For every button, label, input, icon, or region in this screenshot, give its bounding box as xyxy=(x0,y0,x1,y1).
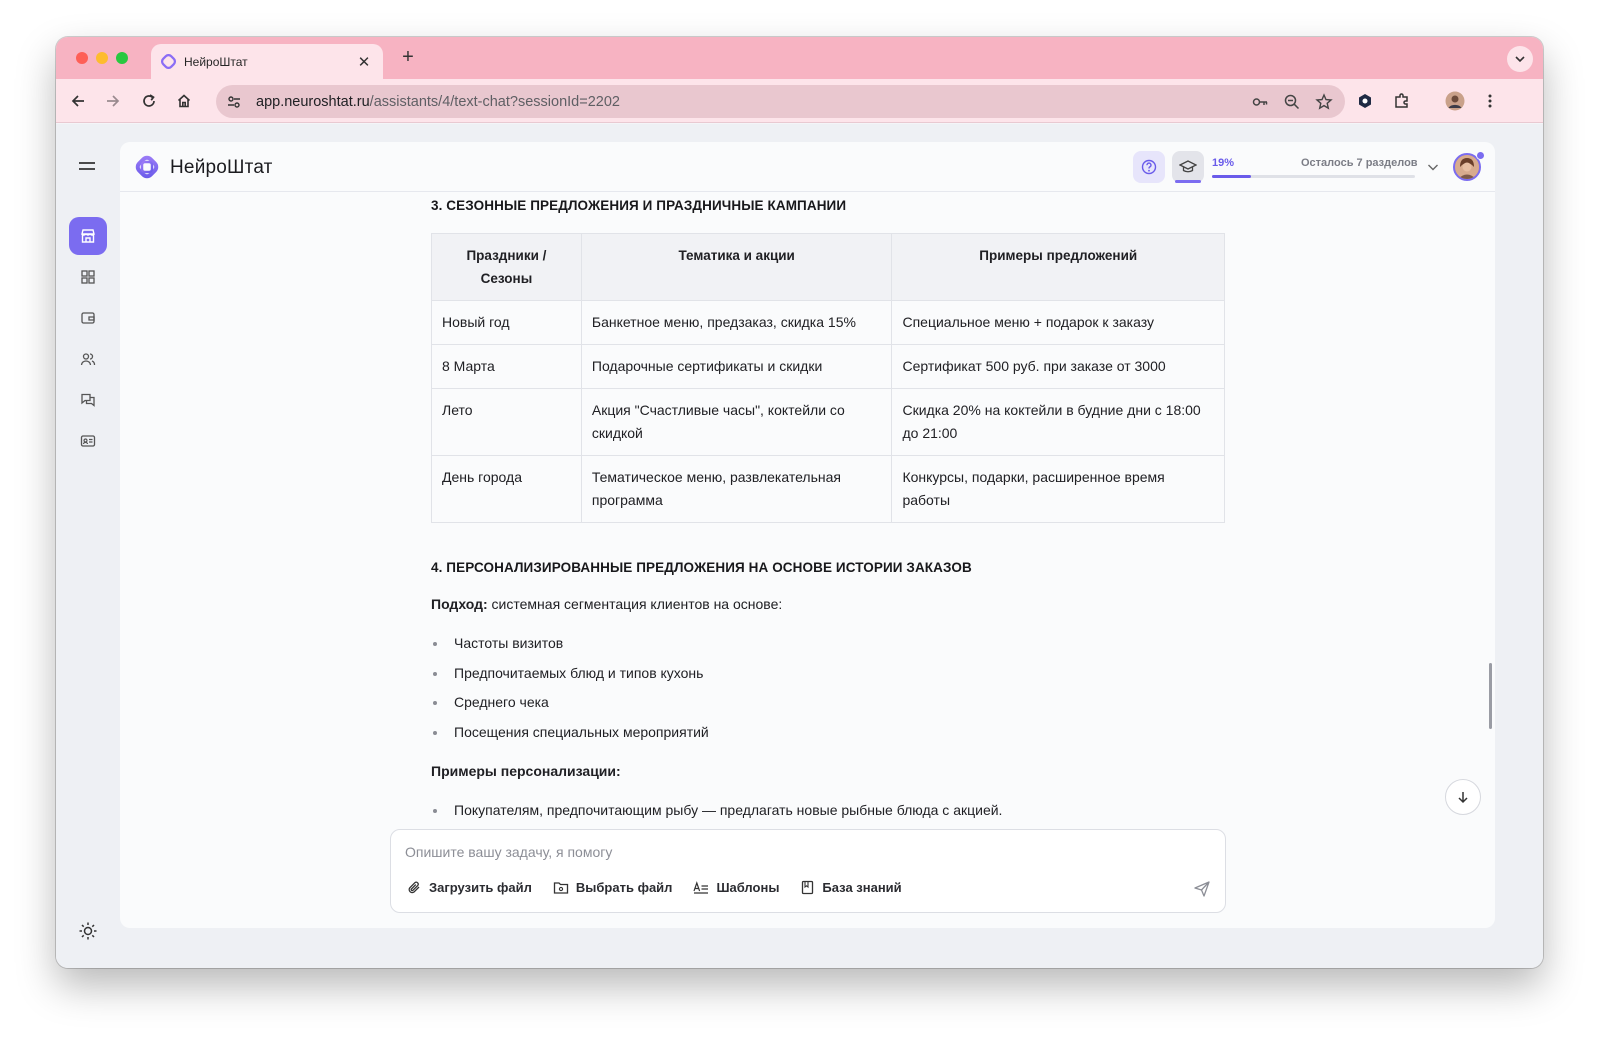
close-window-button[interactable] xyxy=(76,52,88,64)
url-text xyxy=(256,94,1251,110)
chevron-down-icon xyxy=(1514,53,1526,65)
table-cell: Банкетное меню, предзаказ, скидка 15% xyxy=(581,301,892,345)
tab-search-button[interactable] xyxy=(1507,46,1533,72)
minimize-window-button[interactable] xyxy=(96,52,108,64)
examples-label: Примеры персонализации: xyxy=(431,762,621,779)
rail-item-profile-card[interactable] xyxy=(69,422,107,460)
knowledge-base-button[interactable] xyxy=(800,880,901,895)
neuroshtat-logo-icon xyxy=(134,154,160,180)
message-composer xyxy=(390,829,1226,913)
profile-button[interactable] xyxy=(1443,89,1467,113)
choose-file-button[interactable] xyxy=(553,880,673,895)
approach-label: Подход: xyxy=(431,596,488,612)
table-cell: 8 Марта xyxy=(432,345,582,389)
table-cell: Подарочные сертификаты и скидки xyxy=(581,345,892,389)
extension-hex-icon xyxy=(1357,93,1373,109)
hamburger-icon xyxy=(76,159,98,173)
table-header-row xyxy=(432,234,1225,301)
onboarding-progress-bar xyxy=(1212,175,1415,178)
section-3-title: 3. СЕЗОННЫЕ ПРЕДЛОЖЕНИЯ И ПРАЗДНИЧНЫЕ КАМПАНИИ xyxy=(431,198,847,213)
table-cell: Тематическое меню, развлекательная программа xyxy=(581,456,892,523)
rail-item-dashboard[interactable] xyxy=(69,258,107,296)
id-card-icon xyxy=(80,433,96,449)
section-4-title: 4. ПЕРСОНАЛИЗИРОВАННЫЕ ПРЕДЛОЖЕНИЯ НА ОСНОВЕ ИСТОРИИ ЗАКАЗОВ xyxy=(431,560,972,575)
folder-icon xyxy=(553,880,569,895)
list-item: Частоты визитов xyxy=(431,633,1231,653)
help-circle-icon xyxy=(1141,159,1157,175)
store-icon xyxy=(79,227,97,245)
wallet-icon xyxy=(80,310,96,326)
site-info-button[interactable] xyxy=(220,88,248,116)
app-area xyxy=(56,124,1543,968)
book-icon xyxy=(800,880,815,895)
tab-close-icon[interactable]: ✕ xyxy=(357,53,371,71)
list-item: Покупателям, предпочитающим рыбу — предлагать новые рыбные блюда с акцией. xyxy=(431,800,1231,820)
progress-bar-fill xyxy=(1212,175,1251,178)
progress-expand-button[interactable] xyxy=(1427,159,1439,177)
table-cell: День города xyxy=(432,456,582,523)
table-cell: Скидка 20% на коктейли в будние дни с 18:00 до 21:00 xyxy=(892,389,1225,456)
extension-button[interactable] xyxy=(1353,89,1377,113)
brand-name: НейроШтат xyxy=(170,157,273,178)
graduation-cap-icon xyxy=(1179,159,1197,175)
scroll-to-bottom-button[interactable] xyxy=(1445,779,1481,815)
password-key-icon[interactable] xyxy=(1251,93,1269,111)
table-row xyxy=(432,456,1225,523)
url-host: app.neuroshtat.ru xyxy=(256,93,370,110)
list-item: Посещения специальных мероприятий xyxy=(431,722,1231,742)
notification-dot xyxy=(1476,151,1485,160)
zoom-icon[interactable] xyxy=(1283,93,1301,111)
paperclip-icon xyxy=(407,880,422,895)
upload-file-button[interactable] xyxy=(407,880,532,895)
composer-actions xyxy=(407,880,902,895)
list-item: Предпочитаемых блюд и типов кухонь xyxy=(431,663,1231,683)
browser-window xyxy=(56,37,1543,968)
table-row xyxy=(432,345,1225,389)
knowledge-base-label: База знаний xyxy=(822,880,902,895)
theme-toggle-button[interactable] xyxy=(78,921,98,946)
learning-button[interactable] xyxy=(1172,151,1204,183)
main-panel xyxy=(120,142,1495,928)
tab-strip xyxy=(56,37,1543,79)
url-path: /assistants/4/text-chat?sessionId=2202 xyxy=(369,93,620,110)
puzzle-icon xyxy=(1393,92,1411,110)
table-cell: Лето xyxy=(432,389,582,456)
approach-paragraph xyxy=(431,594,1231,614)
rail-item-assistants[interactable] xyxy=(69,217,107,255)
more-vertical-icon xyxy=(1482,93,1498,109)
table-row xyxy=(432,389,1225,456)
upload-file-label: Загрузить файл xyxy=(429,880,532,895)
message-input[interactable] xyxy=(405,844,1165,860)
table-cell: Конкурсы, подарки, расширенное время работы xyxy=(892,456,1225,523)
scrollbar-thumb[interactable] xyxy=(1489,663,1492,729)
side-rail xyxy=(56,124,120,968)
profile-avatar-icon xyxy=(1445,91,1465,111)
list-item: Среднего чека xyxy=(431,692,1231,712)
seasonal-offers-table xyxy=(431,233,1225,523)
help-button[interactable] xyxy=(1133,151,1165,183)
assistant-message xyxy=(431,198,1231,829)
rail-item-wallet[interactable] xyxy=(69,299,107,337)
send-icon xyxy=(1193,880,1211,898)
arrow-right-icon xyxy=(105,93,121,109)
table-header: Примеры предложений xyxy=(892,234,1225,301)
reload-button[interactable] xyxy=(137,89,161,113)
table-cell: Акция "Счастливые часы", коктейли со скидкой xyxy=(581,389,892,456)
segments-list xyxy=(431,633,1231,742)
templates-label: Шаблоны xyxy=(716,880,780,895)
templates-button[interactable] xyxy=(693,880,779,895)
address-bar[interactable] xyxy=(216,85,1345,118)
forward-button[interactable] xyxy=(101,89,125,113)
examples-list xyxy=(431,800,1231,820)
sun-icon xyxy=(78,921,98,941)
table-cell: Специальное меню + подарок к заказу xyxy=(892,301,1225,345)
table-cell: Новый год xyxy=(432,301,582,345)
reload-icon xyxy=(141,93,157,109)
approach-text: системная сегментация клиентов на основе: xyxy=(487,596,783,612)
user-photo-icon xyxy=(1455,155,1479,179)
tune-icon xyxy=(226,94,242,110)
arrow-down-icon xyxy=(1456,790,1470,804)
browser-menu-button[interactable] xyxy=(1478,89,1502,113)
chat-scrollbar[interactable] xyxy=(1487,193,1495,829)
choose-file-label: Выбрать файл xyxy=(575,880,673,895)
table-cell: Сертификат 500 руб. при заказе от 3000 xyxy=(892,345,1225,389)
back-button[interactable] xyxy=(66,89,90,113)
tab-title: НейроШтат xyxy=(184,54,248,69)
extensions-menu-button[interactable] xyxy=(1390,89,1414,113)
new-tab-button[interactable]: + xyxy=(402,46,414,68)
table-row xyxy=(432,301,1225,345)
text-template-icon xyxy=(693,880,709,895)
chevron-down-icon xyxy=(1427,162,1439,172)
table-header: Праздники / Сезоны xyxy=(432,234,582,301)
browser-tab-active[interactable] xyxy=(151,44,383,79)
send-button[interactable] xyxy=(1193,880,1211,903)
maximize-window-button[interactable] xyxy=(116,52,128,64)
bookmark-star-icon[interactable] xyxy=(1315,93,1333,111)
home-button[interactable] xyxy=(172,89,196,113)
rail-item-chats[interactable] xyxy=(69,381,107,419)
dashboard-grid-icon xyxy=(80,269,96,285)
users-icon xyxy=(80,351,96,367)
table-header: Тематика и акции xyxy=(581,234,892,301)
chat-icon xyxy=(80,392,96,408)
arrow-left-icon xyxy=(70,93,86,109)
app-header xyxy=(120,142,1495,192)
neuroshtat-favicon-icon xyxy=(161,54,176,69)
progress-percent: 19% xyxy=(1212,157,1235,169)
menu-toggle-button[interactable] xyxy=(76,159,98,178)
rail-item-users[interactable] xyxy=(69,340,107,378)
browser-toolbar xyxy=(56,79,1543,123)
progress-remaining: Осталось 7 разделов xyxy=(1301,157,1418,169)
home-icon xyxy=(176,93,192,109)
